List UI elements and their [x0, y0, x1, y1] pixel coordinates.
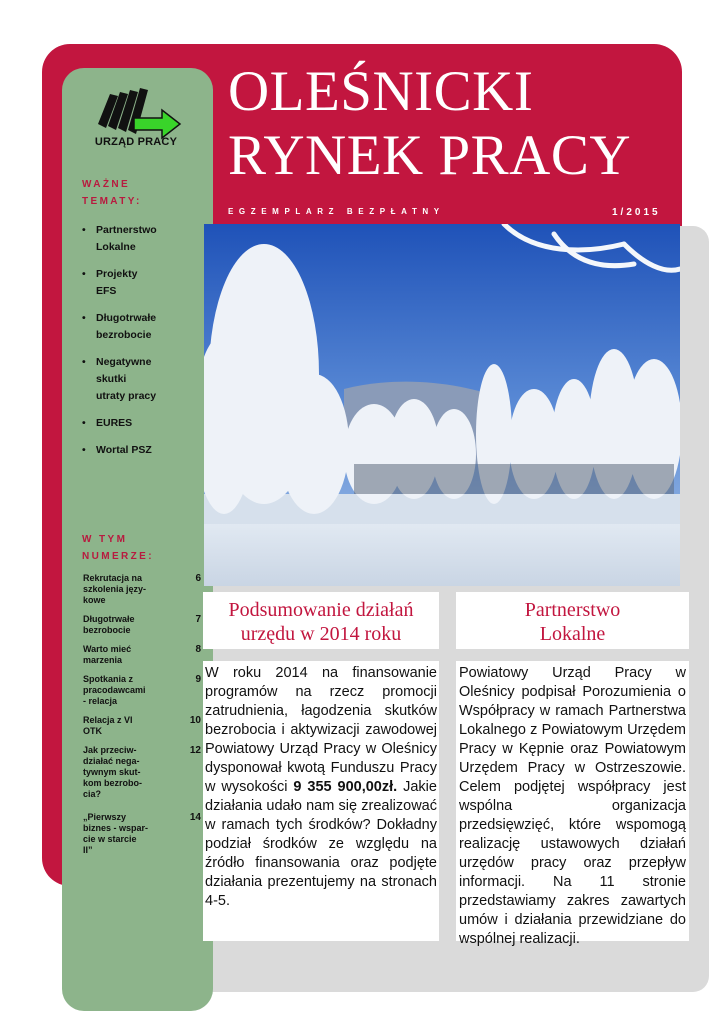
logo-text: URZĄD PRACY [94, 136, 178, 148]
toc-page-number: 6 [195, 573, 201, 584]
toc-page-number: 14 [189, 812, 201, 823]
issue-number: 1/2015 [612, 207, 661, 218]
toc-page-number: 10 [189, 715, 201, 726]
topic-item: • Partnerstwo Lokalne [82, 222, 202, 256]
winter-forest-photo [204, 224, 680, 586]
toc-page-number: 8 [195, 644, 201, 655]
topic-item: • EURES [82, 415, 202, 432]
toc-entry[interactable]: Jak przeciw- działać nega- tywnym skut- kom bezrobo- cia? 12 [83, 745, 201, 799]
contents-heading-line-2: NUMERZE: [82, 551, 154, 562]
contents-heading [82, 531, 154, 565]
toc-entry[interactable]: Spotkania z pracodawcami - relacja 9 [83, 674, 201, 706]
important-heading-line-1: WAŻNE [82, 179, 131, 190]
toc-entry[interactable]: Długotrwałe bezrobocie 7 [83, 614, 201, 635]
fund-amount: 9 355 900,00zł. [293, 779, 398, 795]
toc-page-number: 7 [195, 614, 201, 625]
table-of-contents [83, 573, 201, 864]
partnership-article-body: Powiatowy Urząd Pracy w Oleśnicy podpisał Porozumienia o Współpracy w ramach Partnerstwa Lokalnego z Powiatowym Urzędem Pracy w Kępnie oraz Powiatowym Urzędem Pracy w Ostrzeszowie. Celem podjętej współpracy jest wspólna organizacja przedsięwzięć, które wspomogą realizację ustawowych działań urzędów pracy oraz przepływ informacji. Na 11 stronie przedstawiamy zakres zawartych umów i działania przewidziane do wspólnej realizacji. [459, 665, 686, 947]
partnership-article-title: Partnerstwo Lokalne [524, 599, 621, 645]
toc-entry[interactable]: Rekrutacja na szkolenia języ- kowe 6 [83, 573, 201, 605]
important-topics-list [82, 222, 202, 469]
masthead-line-2: RYNEK PRACY [228, 124, 631, 187]
toc-page-number: 9 [195, 674, 201, 685]
toc-entry[interactable]: Warto mieć marzenia 8 [83, 644, 201, 665]
important-topics-heading [82, 176, 142, 210]
toc-entry[interactable]: „Pierwszy biznes - wspar- cie w starcie II” 14 [83, 812, 201, 855]
summary-article-body: W roku 2014 na finansowanie programów na rzecz promocji zatrudnienia, łagodzenia skutków bezrobocia i aktywizacji zawodowej Powiatowy Urząd Pracy w Oleśnicy dysponował kwotą Funduszu Pracy w wysokości 9 355 900,00zł. Jakie działania udało nam się zrealizować w ramach tych środków? Dokładny podział środków ze względu na źródło finansowania oraz podjęte działania prezentujemy na stronach 4-5. [205, 665, 437, 909]
contents-heading-line-1: W TYM [82, 534, 128, 545]
topic-item: • Negatywne skutki utraty pracy [82, 354, 202, 405]
toc-page-number: 12 [189, 745, 201, 756]
toc-entry[interactable]: Relacja z VI OTK 10 [83, 715, 201, 736]
topic-item: • Projekty EFS [82, 266, 202, 300]
summary-article-title: Podsumowanie działań urzędu w 2014 roku [228, 599, 414, 645]
masthead-line-1: OLEŚNICKI [228, 60, 534, 123]
topic-item: • Wortal PSZ [82, 442, 202, 459]
tagline: EGZEMPLARZ BEZPŁATNY [228, 207, 445, 216]
important-heading-line-2: TEMATY: [82, 196, 142, 207]
topic-item: • Długotrwałe bezrobocie [82, 310, 202, 344]
masthead-title [228, 60, 631, 188]
